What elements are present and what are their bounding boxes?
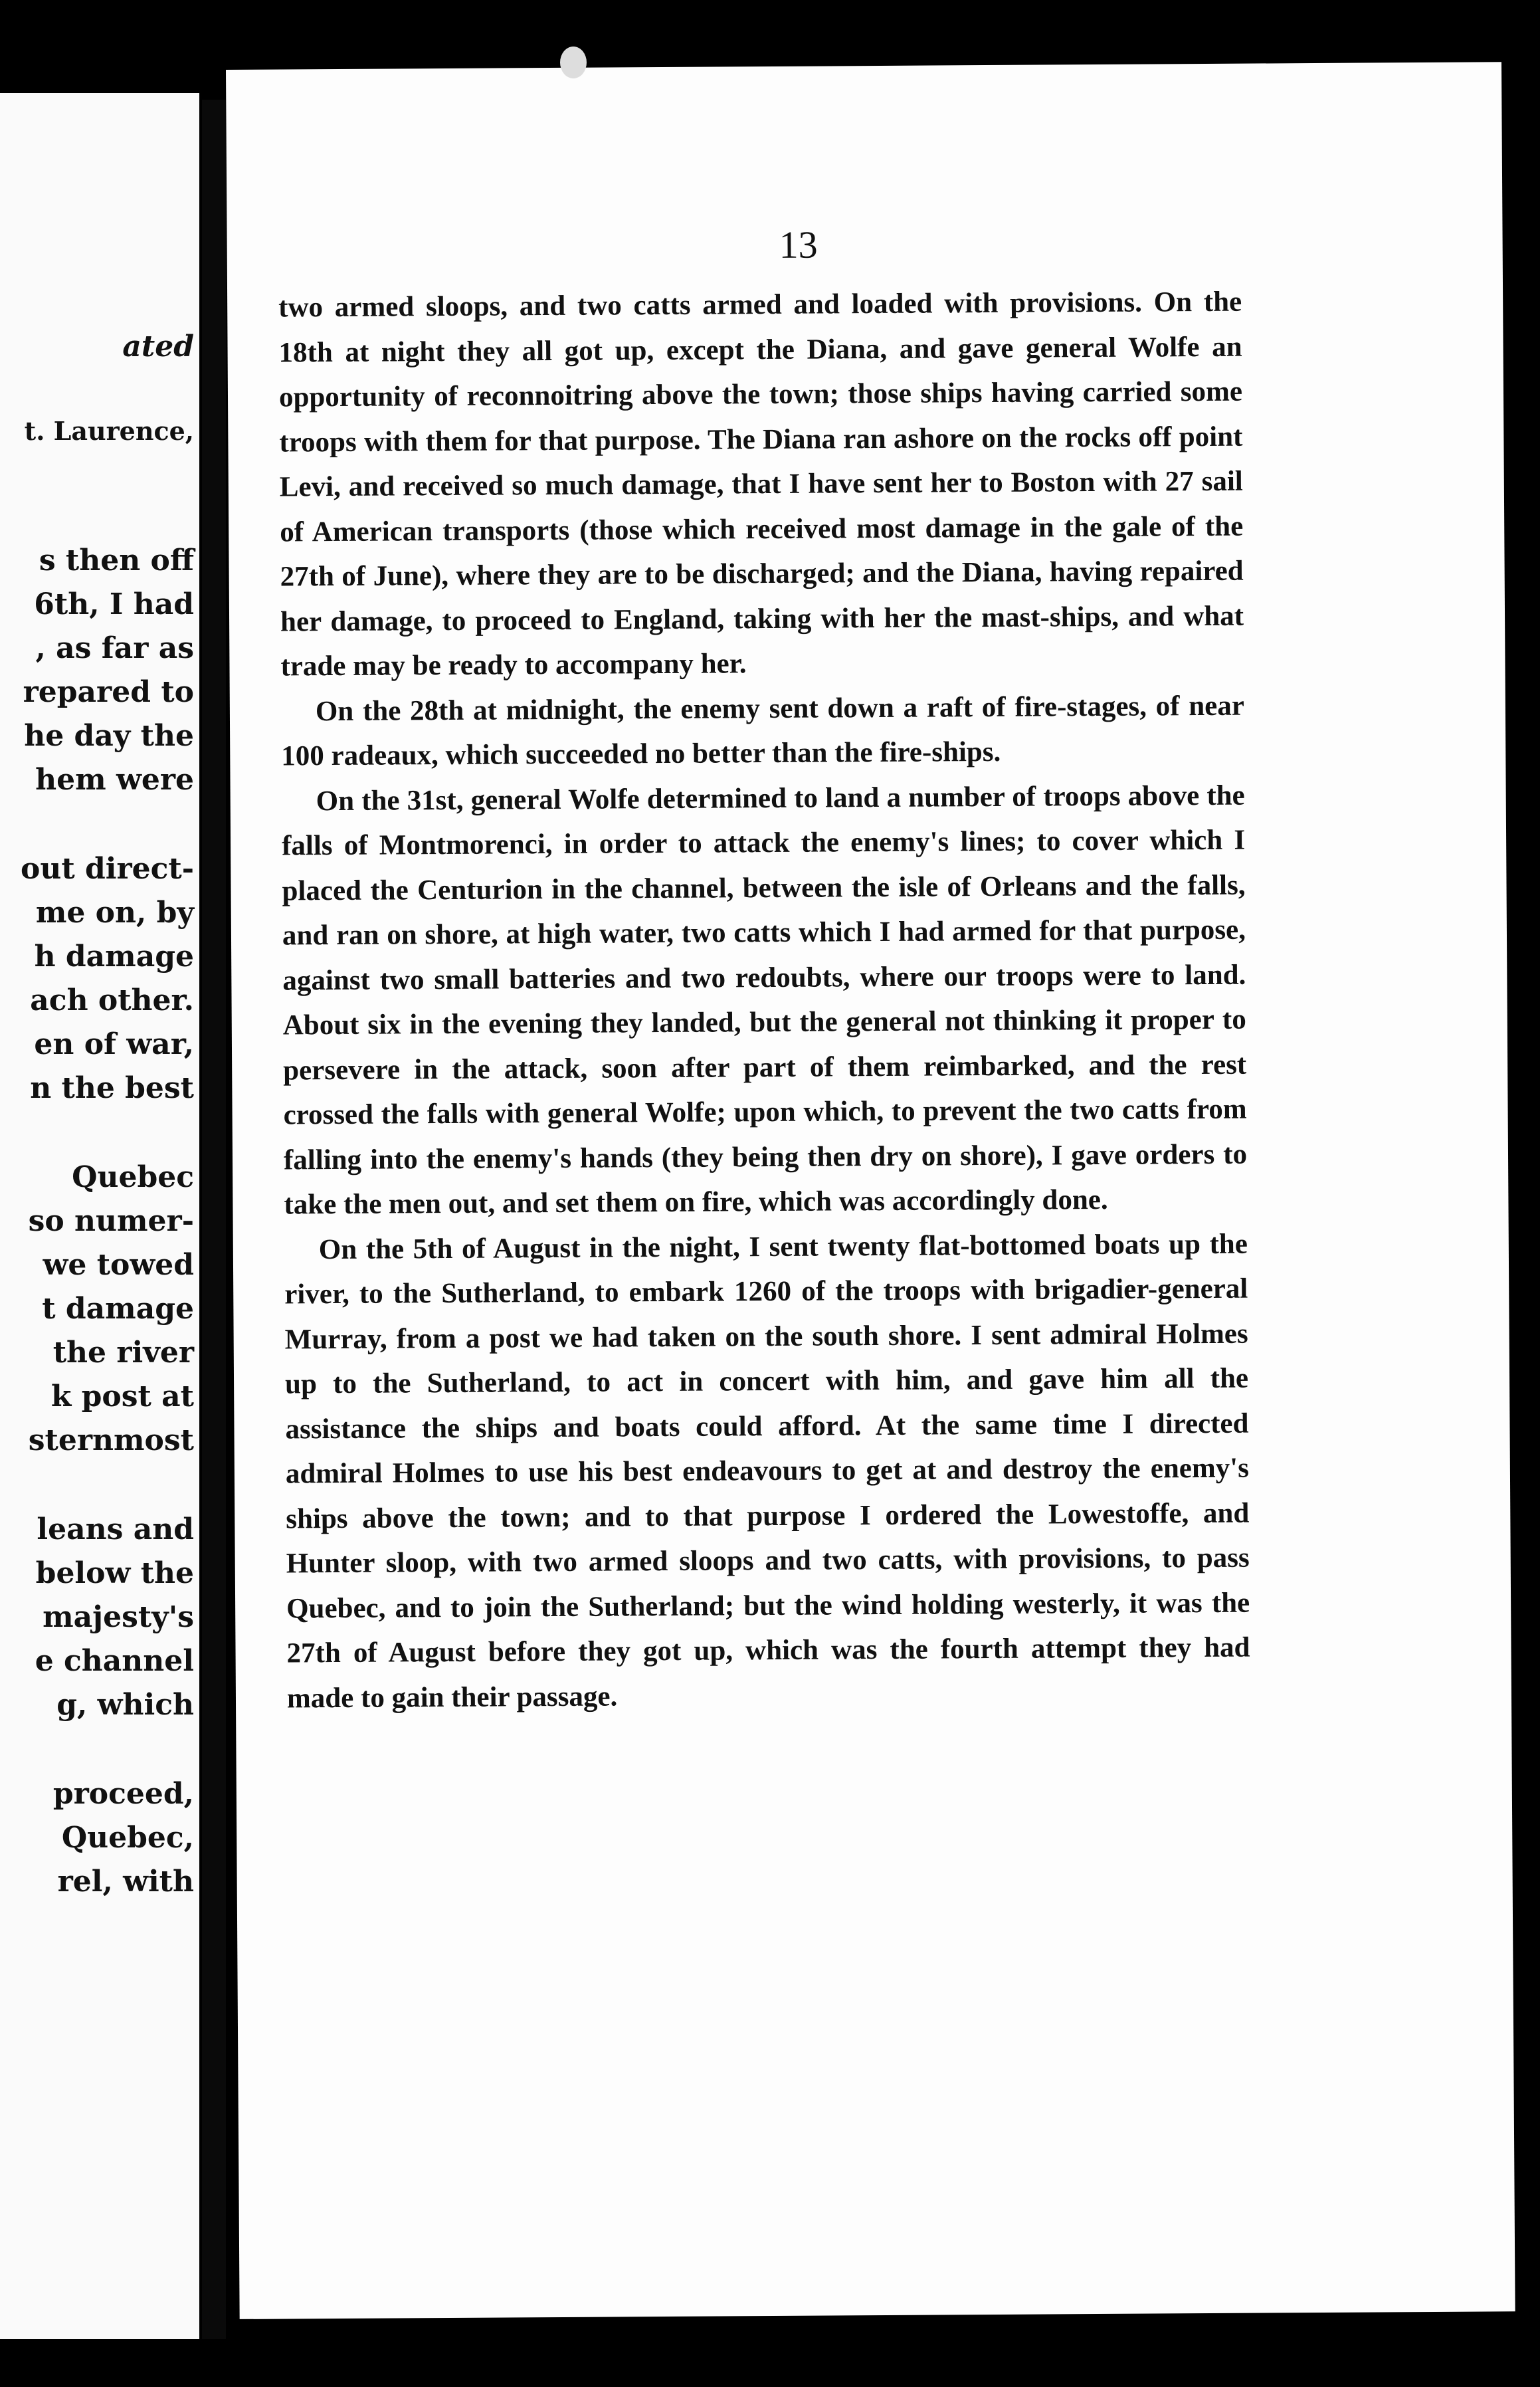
left-page-line: below the — [35, 1556, 194, 1590]
left-page-line: the river — [52, 1336, 194, 1370]
left-page-fragment — [0, 93, 199, 2339]
left-page-line: s then off — [39, 544, 194, 577]
left-page-line: so numer- — [28, 1204, 194, 1238]
left-page-line: out direct- — [20, 852, 194, 886]
left-page-line: we towed — [43, 1248, 194, 1282]
left-page-line: leans and — [37, 1512, 194, 1546]
left-page-line: Quebec, — [61, 1821, 194, 1855]
left-page-line: n the best — [30, 1071, 194, 1105]
left-page-line: majesty's — [43, 1600, 194, 1634]
left-page-line: ach other. — [30, 984, 194, 1017]
left-page-line: me on, by — [35, 896, 194, 930]
left-page-line: hem were — [35, 763, 194, 797]
left-page-line: 6th, I had — [34, 587, 194, 621]
left-page-line: g, which — [56, 1688, 194, 1722]
left-page-line: , as far as — [35, 631, 194, 665]
paragraph: On the 31st, general Wolfe determined to land a number of troops above the falls of Montmorenci, in order to attack the enemy's lines; to cover which I placed the Centurion in the channel, between the isle of Orleans and the falls, and ran on shore, at high water, two catts which I had armed for that purpose, against two small batteries and two redoubts, where our troops were to land. About six in the evening they landed, but the general not thinking it proper to persevere in the attack, soon after part of them reimbarked, and the rest crossed the falls with general Wolfe; upon which, to prevent the two catts from falling into the enemy's hands (they being then dry on shore), I gave orders to take the men out, and set them on fire, which was accordingly done. — [281, 779, 1248, 1221]
page-number: 13 — [779, 223, 818, 266]
left-page-line: e channel — [35, 1644, 194, 1678]
left-page-line: ated — [122, 330, 194, 363]
left-page-line: rel, with — [57, 1865, 194, 1899]
book-gutter — [202, 100, 226, 2339]
left-page-line: t. Laurence, — [24, 416, 194, 446]
left-page-line: h damage — [34, 940, 194, 974]
paragraph: two armed sloops, and two catts armed and loaded with provisions. On the 18th at night they all got up, except the Diana, and gave general Wolfe an opportunity of reconnoitring above the town; those ships having carried some troops with them for that purpose. The Diana ran ashore on the rocks off point Levi, and received so much damage, that I have sent her to Boston with 27 sail of American transports (those which received most damage in the gale of the 27th of June), where they are to be discharged; and the Diana, having repaired her damage, to proceed to England, taking with her the mast-ships, and what trade may be ready to accompany her. — [278, 286, 1244, 682]
left-page-line: sternmost — [28, 1423, 194, 1457]
left-page-line: Quebec — [72, 1160, 194, 1194]
book-page — [226, 62, 1515, 2319]
left-page-line: proceed, — [52, 1777, 194, 1811]
paragraph: On the 28th at midnight, the enemy sent down a raft of fire-stages, of near 100 radeaux, which succeeded no better than the fire-ships. — [281, 690, 1245, 772]
paragraph: On the 5th of August in the night, I sent twenty flat-bottomed boats up the river, to the Sutherland, to embark 1260 of the troops with brigadier-general Murray, from a post we had taken on the south shore. I sent admiral Holmes up to the Sutherland, to act in concert with him, and gave him all the assistance the ships and boats could afford. At the same time I directed admiral Holmes to use his best endeavours to get at and destroy the enemy's ships above the town; and to that purpose I ordered the Lowestoffe, and Hunter sloop, with two armed sloops and two catts, with provisions, to pass Quebec, and to join the Sutherland; but the wind holding westerly, it was the 27th of August before they got up, which was the fourth attempt they had made to gain their passage. — [284, 1228, 1250, 1714]
scan-speck — [560, 47, 587, 78]
page-body — [278, 280, 1250, 1721]
left-page-line: k post at — [50, 1380, 194, 1413]
left-page-line: en of war, — [34, 1027, 194, 1061]
left-page-line: he day the — [24, 719, 194, 753]
left-page-line: t damage — [42, 1292, 194, 1326]
left-page-line: repared to — [23, 675, 194, 709]
